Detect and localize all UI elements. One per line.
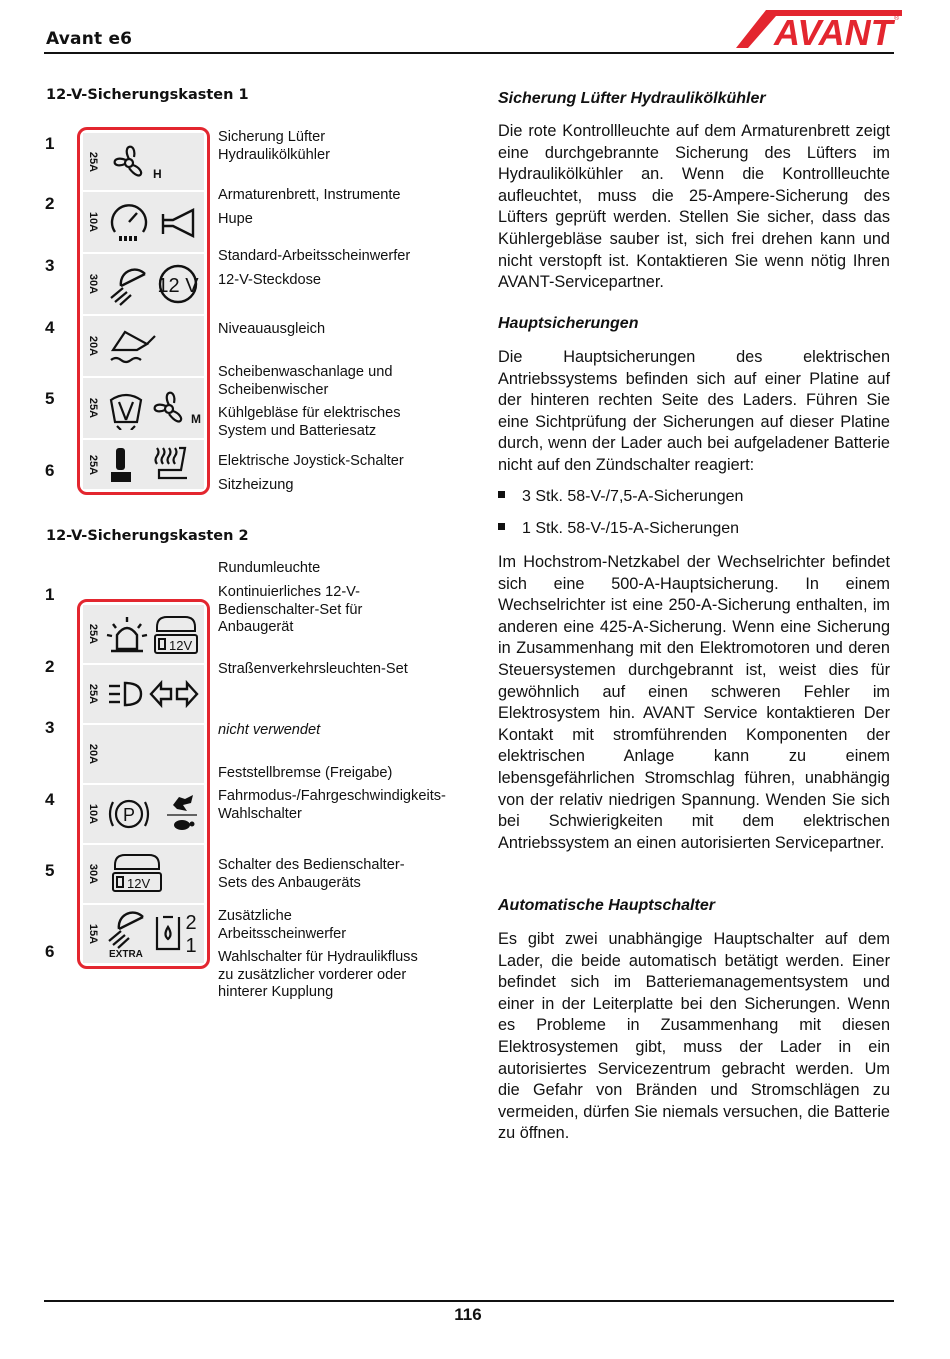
- row-number: 6: [45, 942, 55, 961]
- speedometer-icon: [107, 200, 151, 246]
- amp-rating: 10A: [87, 803, 99, 825]
- beacon-icon: [105, 615, 149, 657]
- svg-text:12V: 12V: [127, 876, 151, 891]
- work-light-icon: [107, 264, 151, 308]
- amp-rating: 25A: [87, 397, 99, 419]
- fuse-slot: [83, 440, 204, 489]
- footer-rule: [44, 1300, 894, 1302]
- svg-text:EXTRA: EXTRA: [109, 949, 143, 959]
- amp-rating: 25A: [87, 454, 99, 475]
- fan-icon: [147, 386, 203, 432]
- svg-text:12V: 12V: [169, 638, 193, 653]
- speed-mode-icon: [165, 791, 199, 837]
- fuse-slot: [83, 254, 204, 316]
- amp-rating: 25A: [87, 623, 99, 645]
- fuse-slot: [83, 725, 204, 785]
- fuse-slot: [83, 192, 204, 254]
- row-number: 5: [45, 861, 55, 880]
- fuse-label: Kontinuierliches 12-V-Bedienschalter-Set für Anbaugerät: [218, 584, 363, 635]
- fuse-slot: [83, 133, 204, 192]
- fan-icon: [107, 140, 167, 186]
- fuse-label: Wahlschalter für Hydraulikfluss zu zusätzlicher vorderer oder hinterer Kupplung: [218, 949, 418, 1000]
- row-number: 1: [45, 585, 55, 604]
- avant-logo: [736, 6, 902, 50]
- amp-rating: 25A: [87, 683, 99, 705]
- page-number: 116: [454, 1305, 482, 1324]
- list-item: 1 Stk. 58-V-/15-A-Sicherungen: [498, 520, 739, 538]
- socket-12v-icon: [157, 263, 199, 305]
- svg-text:12 V: 12 V: [157, 275, 199, 297]
- wiper-icon: [107, 386, 145, 430]
- parking-brake-icon: [107, 793, 151, 835]
- row-number: 3: [45, 718, 55, 737]
- fuse-label: Elektrische Joystick-Schalter: [218, 453, 404, 469]
- amp-rating: 20A: [87, 743, 99, 765]
- headlight-icon: [105, 679, 145, 709]
- document-title: Avant e6: [46, 29, 133, 49]
- amp-rating: 20A: [87, 335, 99, 357]
- svg-text:2: 2: [185, 912, 197, 934]
- level-icon: [107, 326, 157, 368]
- hydraulic-selector-icon: [153, 907, 203, 957]
- row-number: 2: [45, 194, 55, 213]
- fuse-slot: [83, 785, 204, 845]
- row-number: 4: [45, 790, 55, 809]
- fuse-label: Standard-Arbeitsscheinwerfer: [218, 248, 411, 264]
- section-paragraph: Die Hauptsicherungen des elektrischen Antriebssystems befinden sich auf einer Platine auf der hinteren rechten Seite des Laders. Führen Sie eine Sichtprüfung der Sicherungen auf dieser Platine durch, wenn der Lader auch bei aufgeladener Batterie nicht auf den Zündschalter reagiert:: [498, 348, 890, 474]
- amp-rating: 15A: [87, 923, 99, 945]
- list-item: 3 Stk. 58-V-/7,5-A-Sicherungen: [498, 488, 743, 506]
- amp-rating: 30A: [87, 273, 99, 295]
- fuse-label: Sicherung Lüfter Hydraulikölkühler: [218, 129, 330, 163]
- row-number: 5: [45, 389, 55, 408]
- fuse-slot: [83, 905, 204, 963]
- fusebox-1: [77, 127, 210, 495]
- fuse-label: Hupe: [218, 211, 253, 227]
- fuse-label: Feststellbremse (Freigabe): [218, 765, 393, 781]
- section-heading: Automatische Hauptschalter: [498, 897, 715, 914]
- svg-text:AVANT: AVANT: [774, 12, 893, 50]
- control-panel-icon: [151, 613, 201, 657]
- fuse-label: Niveauausgleich: [218, 321, 326, 337]
- fusebox-2: [77, 599, 210, 969]
- row-number: 6: [45, 461, 55, 480]
- seat-heating-icon: [151, 444, 195, 484]
- row-number: 3: [45, 256, 55, 275]
- fuse-label: Schalter des Bedienschalter-Sets des Anbaugeräts: [218, 857, 405, 891]
- joystick-icon: [109, 444, 133, 486]
- fuse-label: Fahrmodus-/Fahrgeschwindigkeits-Wahlschalter: [218, 788, 446, 822]
- fuse-slot: [83, 316, 204, 378]
- fuse-label: Armaturenbrett, Instrumente: [218, 187, 401, 203]
- svg-text:®: ®: [894, 15, 900, 22]
- svg-text:M: M: [191, 412, 201, 426]
- work-light-icon: [105, 909, 153, 959]
- fuse-label: Rundumleuchte: [218, 560, 321, 576]
- section-paragraph: Es gibt zwei unabhängige Hauptschalter auf dem Lader, die beide automatisch betätigt werden. Einer befindet sich im Batteriemanagementsystem und einer in der Leiterplatte bei den Sicherungen. Wenn es Probleme in Zusammenhang mit diesen Elektrosystemen gibt, muss der Lader in ein autorisiertes Servicezentrum gebracht werden. Um die Gefahr von Bränden und Stromschlägen zu vermeiden, dürfen Sie niemals versuchen, die Batterie zu öffnen.: [498, 930, 890, 1143]
- amp-rating: 25A: [87, 151, 99, 172]
- fuse-label: nicht verwendet: [218, 722, 321, 738]
- control-panel-icon: [107, 851, 167, 897]
- fuse-slot: [83, 378, 204, 440]
- fuse-slot: [83, 665, 204, 725]
- fusebox-1-heading: 12-V-Sicherungskasten 1: [46, 87, 249, 103]
- header-rule: [44, 52, 894, 54]
- row-number: 2: [45, 657, 55, 676]
- fuse-slot: [83, 605, 204, 665]
- section-heading: Sicherung Lüfter Hydraulikölkühler: [498, 90, 766, 107]
- fuse-label: Sitzheizung: [218, 477, 294, 493]
- fuse-label: Kühlgebläse für elektrisches System und Batteriesatz: [218, 405, 401, 439]
- fuse-label: Straßenverkehrsleuchten-Set: [218, 661, 408, 677]
- section-paragraph: Die rote Kontrollleuchte auf dem Armaturenbrett zeigt eine durchgebrannte Sicherung des Lüfters im Hydraulikölkühler an. Wenn die Kontrollleuchte aufleuchtet, muss die 25-Ampere-Sicherung des Lüfters geprüft werden. Stellen Sie sicher, dass das Kühlergebläse sauber ist, sich frei drehen kann und nicht verstopft ist. Kontaktieren Sie wenn nötig Ihren AVANT-Servicepartner.: [498, 122, 890, 292]
- svg-text:P: P: [122, 805, 136, 825]
- fusebox-2-heading: 12-V-Sicherungskasten 2: [46, 528, 249, 544]
- row-number: 1: [45, 134, 55, 153]
- section-paragraph: Im Hochstrom-Netzkabel der Wechselrichter befindet sich eine 500-A-Hauptsicherung. In einem Wechselrichter ist eine 250-A-Sicherung enthalten, im anderen eine 425-A-Sicherung. Wenn eine Sicherung in Zusammenhang mit den Elektromotoren und deren Steuersystemen durchgebrannt ist, weist dies für gewöhnlich auf einen schweren Fehler im Elektrosystem hin. AVANT Service kontaktieren Der Kontakt mit stromführenden Komponenten der elektrischen Anlage kann zu einem lebensgefährlichen Stromschlag führen, unabhängig von der relativ niedrigen Spannung. Wenden Sie sich bei Schwierigkeiten mit dem elektrischen Antriebssystem an einen autorisierten Servicepartner.: [498, 553, 890, 852]
- fuse-label: 12-V-Steckdose: [218, 272, 322, 288]
- row-number: 4: [45, 318, 55, 337]
- section-heading: Hauptsicherungen: [498, 315, 639, 332]
- fuse-label: Zusätzliche Arbeitsscheinwerfer: [218, 908, 347, 942]
- svg-text:H: H: [153, 167, 162, 181]
- turn-signal-icon: [147, 679, 201, 709]
- horn-icon: [159, 206, 197, 240]
- svg-text:1: 1: [185, 935, 197, 957]
- fuse-slot: [83, 845, 204, 905]
- fuse-label: Scheibenwaschanlage und Scheibenwischer: [218, 364, 393, 398]
- amp-rating: 30A: [87, 863, 99, 885]
- amp-rating: 10A: [87, 211, 99, 233]
